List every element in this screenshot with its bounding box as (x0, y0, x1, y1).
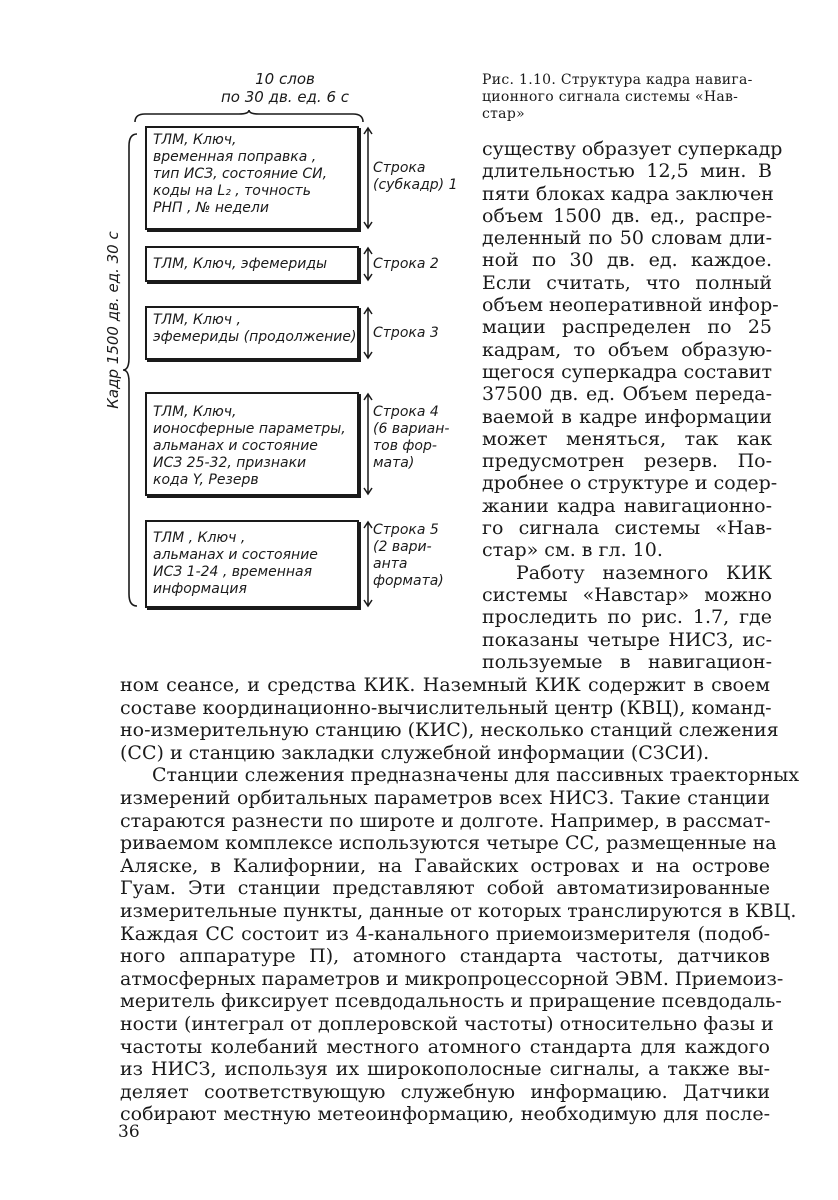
text-line: пользуемые в навигацион- (482, 650, 772, 673)
box-line: кода Y, Резерв (153, 472, 259, 488)
text-line: измерительные пункты, данные от которых транслируются в КВЦ. (120, 899, 797, 922)
text-line: атмосферных параметров и микропроцессорной ЭВМ. Приемоиз- (120, 967, 784, 990)
box-line: РНП , № недели (153, 200, 269, 216)
text-line: Каждая СС состоит из 4-канального приемоизмерителя (подоб- (120, 922, 770, 945)
box-line: временная поправка , (153, 149, 317, 165)
text-line: Если считать, что полный (482, 271, 772, 294)
row-label-line: Строка 3 (373, 325, 439, 341)
text-line: риваемом комплексе используются четыре СС, размещенные на (120, 832, 777, 855)
box-line: альманах и состояние (153, 547, 318, 563)
frame-row-5-box (145, 520, 359, 608)
row-label-line: (субкадр) 1 (373, 177, 458, 193)
text-line: Гуам. Эти станции представляют собой автоматизированные (120, 877, 770, 900)
text-line: объем 1500 дв. ед., распре- (482, 204, 772, 227)
frame-row-4-label (373, 404, 449, 472)
frame-row-2-label (373, 256, 439, 273)
double-arrow (363, 126, 373, 230)
text-line: системы «Навстар» можно (482, 583, 772, 606)
figure-top-label (185, 70, 385, 106)
frame-row-4-box (145, 392, 359, 496)
frame-structure-figure (95, 70, 465, 630)
text-line: предусмотрен резерв. По- (482, 450, 772, 473)
caption-line: Рис. 1.10. Структура кадра навига- (482, 72, 753, 88)
text-line: пяти блоках кадра заключен (482, 182, 774, 205)
frame-row-1-box (145, 126, 359, 230)
text-line: проследить по рис. 1.7, где (482, 606, 772, 629)
box-line: ТЛМ, Ключ, (153, 132, 237, 148)
figure-caption (482, 72, 782, 123)
side-label (91, 170, 135, 470)
top-label-line: по 30 дв. ед. 6 с (220, 88, 350, 106)
text-line: Аляске, в Калифорнии, на Гавайских островах и на острове (120, 854, 770, 877)
full-width-text (120, 674, 800, 1126)
text-line: ности (интеграл от доплеровской частоты) относительно фазы и (120, 1012, 774, 1035)
row-label-line: Строка 5 (373, 522, 439, 538)
text-line: жании кадра навигационно- (482, 494, 772, 517)
double-arrow (363, 392, 373, 496)
box-line: ТЛМ , Ключ , (153, 530, 246, 546)
box-line: альманах и состояние (153, 438, 318, 454)
caption-line: ционного сигнала системы «Нав- (482, 89, 739, 105)
row-label-line: (6 вариан- (373, 421, 450, 437)
row-label-line: тов фор- (373, 438, 437, 454)
text-line: Станции слежения предназначены для пассивных траекторных (152, 764, 800, 787)
row-label-line: Строка (373, 160, 426, 176)
text-line: меритель фиксирует псевдодальность и приращение псевдодаль- (120, 990, 782, 1013)
text-line: Работу наземного КИК (516, 561, 772, 584)
row-label-line: (2 вари- (373, 539, 432, 555)
box-line: ИСЗ 1-24 , временная (153, 564, 313, 580)
text-line: ного аппаратуре П), атомного стандарта частоты, датчиков (120, 945, 770, 968)
row-label-line: Строка 2 (373, 256, 439, 272)
box-line: информация (153, 581, 247, 597)
text-line: (СС) и станцию закладки служебной информации (СЗСИ). (120, 741, 710, 764)
row-label-line: Строка 4 (373, 404, 439, 420)
text-line: собирают местную метеоинформацию, необходимую для после- (120, 1103, 770, 1126)
text-line: дробнее о структуре и содер- (482, 472, 778, 495)
double-arrow (363, 246, 373, 282)
text-line: ном сеансе, и средства КИК. Наземный КИК содержит в своем (120, 674, 770, 696)
box-line: эфемериды (продолжение) (153, 329, 357, 345)
top-brace (133, 110, 365, 124)
text-line: существу образует суперкадр (482, 138, 783, 160)
text-line: ваемой в кадре информации (482, 405, 772, 428)
text-line: но-измерительную станцию (КИС), несколько станций слежения (120, 719, 779, 742)
right-column-text (482, 138, 783, 673)
double-arrow (363, 520, 373, 608)
caption-line: стар» (482, 106, 525, 122)
box-line: тип ИСЗ, состояние СИ, (153, 166, 328, 182)
frame-row-5-label (373, 522, 444, 590)
box-line: ТЛМ, Ключ, эфемериды (153, 256, 328, 272)
row-label-line: анта (373, 556, 408, 572)
frame-row-1-label (373, 160, 458, 194)
text-line: деляет соответствующую служебную информацию. Датчики (120, 1080, 770, 1103)
text-line: может меняться, так как (482, 427, 772, 450)
text-line: частоты колебаний местного атомного стандарта для каждого (120, 1035, 770, 1058)
text-line: го сигнала системы «Нав- (482, 517, 772, 540)
top-label-line: 10 слов (255, 70, 315, 88)
box-line: ТЛМ, Ключ , (153, 312, 241, 328)
text-line: стараются разнести по широте и долготе. Например, в рассмат- (120, 809, 771, 832)
frame-row-3-label (373, 325, 439, 342)
text-line: измерений орбитальных параметров всех НИСЗ. Такие станции (120, 786, 770, 809)
text-line: 37500 дв. ед. Объем переда- (482, 383, 772, 406)
frame-row-2-box (145, 246, 359, 282)
text-line: деленный по 50 словам дли- (482, 227, 772, 250)
text-line: длительностью 12,5 мин. В (482, 160, 772, 183)
text-line: объем неоперативной инфор- (482, 294, 779, 317)
frame-row-3-box (145, 306, 359, 360)
row-label-line: формата) (373, 573, 444, 589)
double-arrow (363, 306, 373, 360)
text-line: мации распределен по 25 (482, 316, 772, 339)
page-number: 36 (118, 1122, 140, 1142)
text-line: показаны четыре НИСЗ, ис- (482, 628, 772, 651)
text-line: щегося суперкадра составит (482, 360, 772, 383)
text-line: из НИСЗ, используя их широкополосные сигналы, а также вы- (120, 1058, 770, 1081)
text-line: составе координационно-вычислительный центр (КВЦ), команд- (120, 696, 772, 719)
text-line: кадрам, то объем образую- (482, 338, 772, 361)
box-line: ИСЗ 25-32, признаки (153, 455, 307, 471)
box-line: ТЛМ, Ключ, (153, 404, 237, 420)
row-label-line: мата) (373, 455, 415, 471)
text-line: ной по 30 дв. ед. каждое. (482, 249, 772, 272)
side-label-text: Кадр 1500 дв. ед. 30 с (104, 231, 122, 409)
box-line: ионосферные параметры, (153, 421, 346, 437)
box-line: коды на L₂ , точность (153, 183, 311, 199)
text-line: стар» см. в гл. 10. (482, 539, 663, 562)
